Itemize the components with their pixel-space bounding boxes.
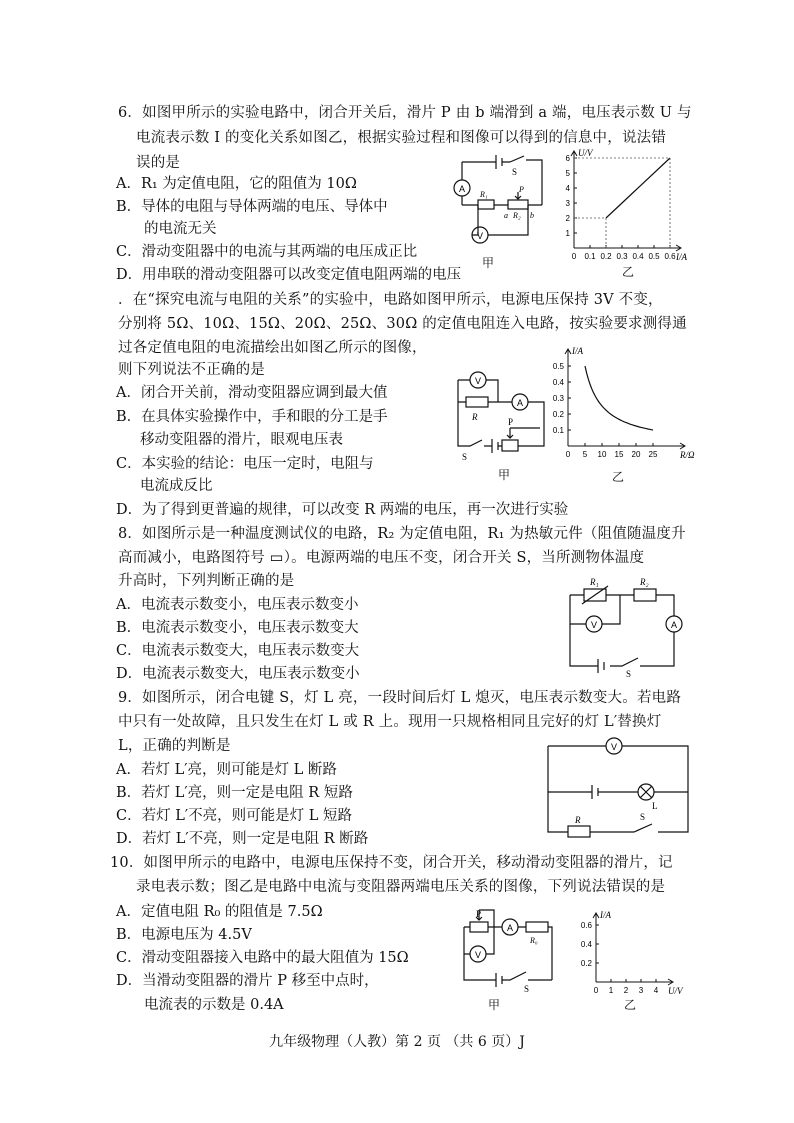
q7-graph-xtick-label: 5: [582, 450, 588, 459]
q6-stem-line-2: 电流表示数 I 的变化关系如图乙，根据实验过程和图像可以得到的信息中，说法错: [136, 130, 667, 146]
q10-graph-ytick-label: 0.6: [580, 921, 592, 930]
q10-option-b: B．电源电压为 4.5V: [116, 927, 252, 943]
q9-stem-line-1: 9．如图所示，闭合电键 S，灯 L 亮，一段时间后灯 L 熄灭，电压表示数变大。若电路: [118, 690, 682, 706]
q6-jia-label-b: b: [530, 211, 534, 220]
q10-graph-yi: [572, 906, 682, 996]
q6-graph-ytick-label: 2: [565, 214, 570, 223]
q10-jia-label-s: S: [524, 984, 530, 994]
q7-graph-ytick-label: 0.1: [552, 426, 564, 435]
q7-stem-line-3: 过各定值电阻的电流描绘出如图乙所示的图像，: [118, 340, 427, 356]
q7-graph-x-axis: [568, 443, 685, 449]
q8-stem-line-3: 升高时，下列判断正确的是: [118, 573, 295, 589]
q10-graph-xtick-label: 4: [653, 986, 659, 995]
q6-jia-label-r1: R₁: [480, 190, 488, 199]
q7-graph-xlabel: R/Ω: [680, 450, 695, 460]
q8-label-r2: R₂: [640, 577, 649, 587]
q8-circuit-svg: [560, 574, 690, 684]
q7-stem-line-2: 分别将 5Ω、10Ω、15Ω、20Ω、25Ω、30Ω 的定值电阻连入电路，按实验要求测得通: [118, 316, 687, 332]
q8-label-v: V: [591, 620, 598, 630]
q10-jia-label-a: A: [507, 923, 514, 933]
q6-jia-label-v: V: [477, 231, 484, 241]
q7-graph-ytick-label: 0.3: [552, 394, 564, 403]
q7-jia-label-a: A: [517, 398, 524, 408]
q10-graph-x-axis: [596, 979, 673, 985]
q8-circuit: [560, 574, 690, 684]
q7-graph-xtick-label: 0: [565, 450, 571, 459]
q6-graph-xtick-label: 0.3: [616, 252, 628, 261]
q8-stem-line-2: 高而减小，电路图符号 ▭）。电源两端的电压不变，闭合开关 S，当所测物体温度: [118, 550, 645, 566]
page-footer: 九年级物理（人教）第 2 页 （共 6 页）J: [269, 1034, 525, 1050]
q9-label-v: V: [611, 742, 618, 752]
q9-stem-line-3: L，正确的判断是: [118, 738, 231, 754]
q10-jia-label-r0: R₀: [530, 936, 538, 945]
q6-graph-line: [606, 158, 670, 218]
q6-stem-line-3: 误的是: [136, 155, 181, 171]
q10-graph-y-axis: [593, 913, 599, 982]
q10-circuit-svg: [450, 906, 560, 996]
q6-graph-ytick-label: 4: [565, 184, 570, 193]
q8-label-r1: R₁: [590, 577, 599, 587]
q6-jia-label-r2: R₂: [513, 211, 521, 220]
q6-circuit-jia: [440, 150, 550, 260]
q7-option-c-cont: 电流成反比: [140, 478, 213, 494]
q6-jia-label-p: P: [519, 185, 524, 194]
q6-graph-svg: [552, 138, 692, 268]
q7-jia-label-r: R: [472, 412, 478, 422]
q6-graph-ylabel: U/V: [578, 148, 593, 158]
q6-option-a: A．R₁ 为定值电阻，它的阻值为 10Ω: [116, 176, 357, 192]
q6-graph-xtick-label: 0: [571, 252, 577, 261]
q10-option-d-cont: 电流表的示数是 0.4A: [144, 997, 284, 1013]
q8-label-s: S: [626, 669, 632, 679]
q6-graph-xtick-label: 0.4: [632, 252, 644, 261]
q7-graph-ytick-label: 0.5: [552, 362, 564, 371]
q10-option-a: A．定值电阻 R₀ 的阻值是 7.5Ω: [116, 904, 323, 920]
q10-stem-line-2: 录电表示数；图乙是电路中电流与变阻器两端电压关系的图像，下列说法错误的是: [136, 879, 666, 895]
q10-stem-line-1: 10．如图甲所示的电路中，电源电压保持不变，闭合开关，移动滑动变阻器的滑片，记: [110, 855, 673, 871]
q6-graph-ytick-label: 5: [565, 169, 570, 178]
q10-graph-ytick-label: 0.2: [580, 959, 592, 968]
q8-option-d: D．电流表示数变大，电压表示数变小: [116, 666, 360, 682]
q7-graph-ylabel: I/A: [572, 346, 583, 356]
q6-graph-xtick-label: 0.2: [600, 252, 612, 261]
q7-jia-label-p: P: [508, 417, 514, 427]
q6-option-d: D．用串联的滑动变阻器可以改变定值电阻两端的电压: [116, 267, 462, 283]
q10-option-d: D．当滑动变阻器的滑片 P 移至中点时，: [116, 973, 379, 989]
q9-option-d: D．若灯 L′不亮，则一定是电阻 R 断路: [116, 831, 369, 847]
q6-jia-label-a: A: [459, 184, 466, 194]
q7-option-d: D．为了得到更普遍的规律，可以改变 R 两端的电压，再一次进行实验: [116, 502, 569, 518]
q6-option-c: C．滑动变阻器中的电流与其两端的电压成正比: [116, 244, 418, 260]
q6-graph-ytick-label: 3: [565, 199, 570, 208]
q6-jia-caption: 甲: [482, 256, 495, 270]
q6-jia-label-a-end: a: [504, 211, 508, 220]
q7-graph-yi: [538, 340, 695, 470]
q9-option-a: A．若灯 L′亮，则可能是灯 L 断路: [116, 762, 337, 778]
q10-graph-ytick-label: 0.4: [580, 940, 592, 949]
q6-graph-xtick-label: 0.5: [648, 252, 660, 261]
q10-graph-ylabel: I/A: [600, 910, 611, 920]
q10-graph-svg: [572, 906, 682, 996]
q6-graph-xtick-label: 0.1: [584, 252, 596, 261]
q6-graph-xlabel: I/A: [676, 252, 687, 262]
q7-option-c: C．本实验的结论：电压一定时，电阻与: [116, 456, 374, 472]
q7-jia-label-v: V: [475, 376, 482, 386]
q10-graph-xtick-label: 2: [623, 986, 629, 995]
q9-label-r: R: [575, 815, 581, 825]
q6-graph-guide-min: [574, 218, 606, 248]
q10-graph-xtick-label: 0: [593, 986, 599, 995]
q6-jia-label-s: S: [512, 167, 518, 177]
q8-label-a: A: [671, 620, 678, 630]
q7-graph-ytick-label: 0.4: [552, 378, 564, 387]
q7-graph-curve: [585, 366, 653, 430]
q7-graph-ytick-label: 0.2: [552, 410, 564, 419]
q9-label-s: S: [640, 812, 646, 822]
q10-circuit-jia: [450, 906, 560, 996]
q10-graph-xtick-label: 3: [638, 986, 644, 995]
q9-circuit-svg: [538, 736, 698, 840]
q6-yi-caption: 乙: [622, 265, 635, 279]
q8-stem-line-1: 8．如图所示是一种温度测试仪的电路，R₂ 为定值电阻，R₁ 为热敏元件（阻值随温度升: [118, 526, 686, 542]
q10-jia-label-p: P: [476, 909, 482, 919]
q6-graph-ytick-label: 6: [565, 154, 570, 163]
q10-option-c: C．滑动变阻器接入电路中的最大阻值为 15Ω: [116, 950, 409, 966]
q7-graph-xtick-label: 20: [631, 450, 641, 459]
q7-graph-xtick-label: 25: [648, 450, 658, 459]
q7-option-b: B．在具体实验操作中，手和眼的分工是手: [116, 409, 388, 425]
q6-graph-ytick-label: 1: [565, 229, 570, 238]
q7-yi-caption: 乙: [612, 470, 625, 484]
q8-option-c: C．电流表示数变大，电压表示数变大: [116, 643, 360, 659]
q9-option-b: B．若灯 L′亮，则一定是电阻 R 短路: [116, 785, 353, 801]
q7-graph-xtick-label: 15: [614, 450, 624, 459]
q6-graph-xtick-label: 0.6: [664, 252, 676, 261]
q7-stem-line-4: 则下列说法不正确的是: [118, 362, 265, 378]
q6-circuit-svg: [440, 150, 550, 260]
q8-option-a: A．电流表示数变小，电压表示数变小: [116, 597, 359, 613]
q8-option-b: B．电流表示数变小，电压表示数变大: [116, 620, 359, 636]
q10-graph-xtick-label: 1: [608, 986, 614, 995]
q10-graph-xlabel: U/V: [668, 986, 683, 996]
q7-jia-caption: 甲: [498, 468, 511, 482]
q7-option-b-cont: 移动变阻器的滑片，眼观电压表: [140, 432, 343, 448]
q9-stem-line-2: 中只有一处故障，且只发生在灯 L 或 R 上。现用一只规格相同且完好的灯 L′替换灯: [118, 714, 662, 730]
q6-option-b-cont: 的电流无关: [144, 221, 217, 237]
q9-circuit: [538, 736, 698, 840]
q6-graph-yi: [552, 138, 692, 268]
q7-option-a: A．闭合开关前，滑动变阻器应调到最大值: [116, 385, 388, 401]
q6-option-b: B．导体的电阻与导体两端的电压、导体中: [116, 199, 388, 215]
q9-option-c: C．若灯 L′不亮，则可能是灯 L 短路: [116, 808, 352, 824]
q10-yi-caption: 乙: [624, 998, 637, 1012]
q7-graph-svg: [538, 340, 695, 470]
q7-stem-line-1: ．在“探究电流与电阻的关系”的实验中，电路如图甲所示，电源电压保持 3V 不变，: [118, 292, 663, 308]
q7-graph-xtick-label: 10: [597, 450, 607, 459]
q7-jia-label-s: S: [462, 452, 468, 462]
q6-stem-line-1: 6．如图甲所示的实验电路中，闭合开关后，滑片 P 由 b 端滑到 a 端，电压表示数 U 与: [118, 105, 692, 121]
q9-label-l: L: [652, 801, 658, 811]
q10-jia-label-v: V: [475, 950, 482, 960]
q10-jia-caption: 甲: [488, 998, 501, 1012]
